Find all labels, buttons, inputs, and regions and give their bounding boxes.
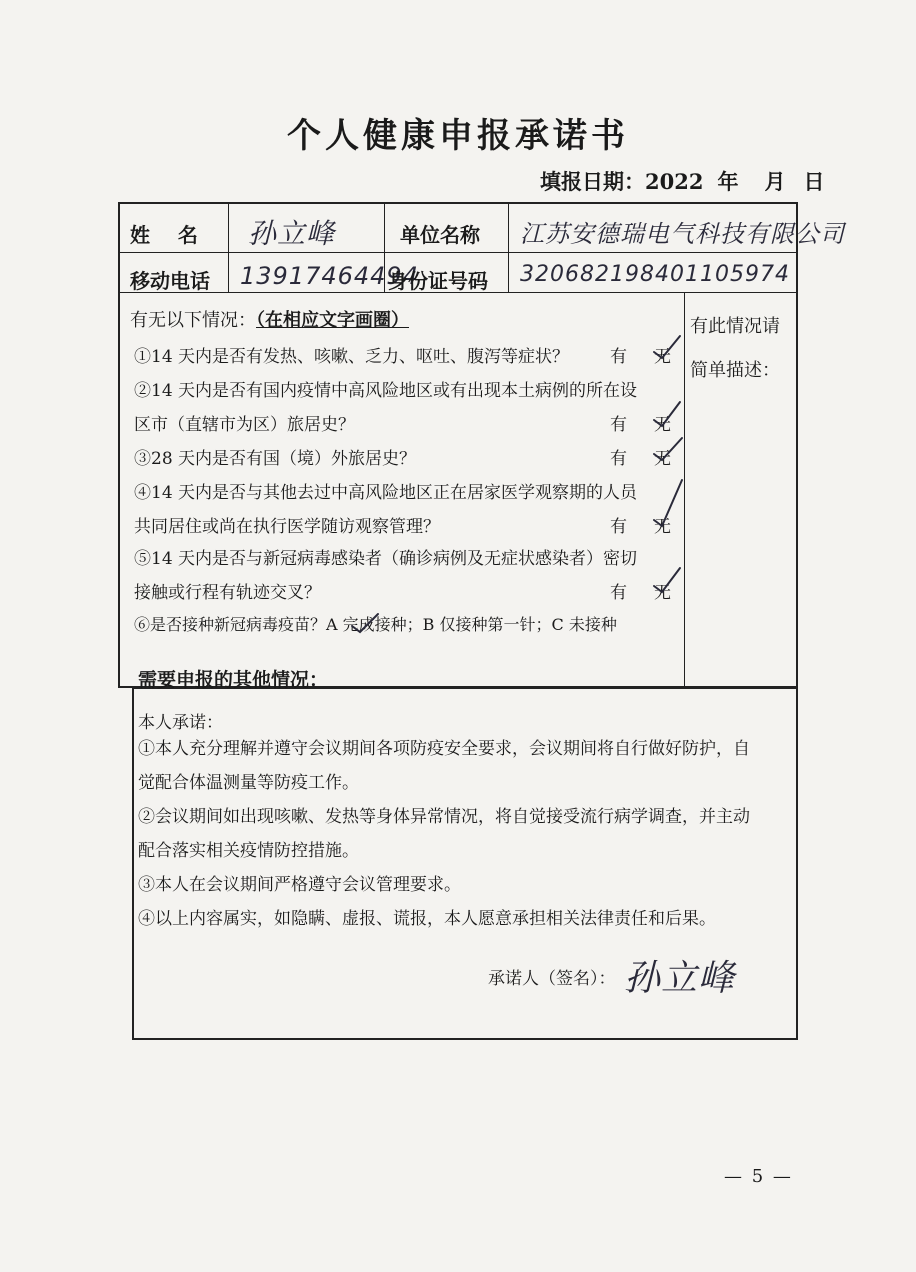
unit-value[interactable]: 江苏安德瑞电气科技有限公司	[520, 220, 845, 248]
page-title: 个人健康申报承诺书	[287, 116, 629, 156]
q1-yes[interactable]: 有	[610, 347, 627, 367]
q4-no[interactable]: 无	[654, 517, 671, 537]
q2-no[interactable]: 无	[654, 415, 671, 435]
check-marks-icon	[640, 330, 690, 630]
name-label: 姓 名	[130, 223, 198, 247]
q3-yes[interactable]: 有	[610, 449, 627, 469]
unit-label: 单位名称	[400, 223, 480, 247]
q3-no[interactable]: 无	[654, 449, 671, 469]
phone-value[interactable]: 13917464494	[240, 262, 419, 290]
q2-yes[interactable]: 有	[610, 415, 627, 435]
question-4-line2: 共同居住或尚在执行医学随访观察管理？	[134, 517, 440, 537]
side-label-1: 有此情况请	[690, 316, 780, 337]
pledge-2-line2: 配合落实相关疫情防控措施。	[138, 841, 359, 861]
question-3: ③28 天内是否有国（境）外旅居史？	[134, 449, 417, 469]
question-6: ⑥是否接种新冠病毒疫苗？A 完成接种；B 仅接种第一针；C 未接种	[134, 615, 617, 634]
pledge-2-line1: ②会议期间如出现咳嗽、发热等身体异常情况，将自觉接受流行病学调查，并主动	[138, 807, 750, 827]
pledge-heading: 本人承诺：	[138, 713, 223, 733]
question-5-line2: 接触或行程有轨迹交叉？	[134, 583, 321, 603]
situation-header	[130, 306, 409, 332]
date-month-unit: 月	[764, 169, 786, 194]
pledge-3: ③本人在会议期间严格遵守会议管理要求。	[138, 875, 461, 895]
q5-no[interactable]: 无	[654, 583, 671, 603]
question-5-line1: ⑤14 天内是否与新冠病毒感染者（确诊病例及无症状感染者）密切	[134, 549, 638, 569]
question-2-line2: 区市（直辖市为区）旅居史？	[134, 415, 355, 435]
pledge-1-line1: ①本人充分理解并遵守会议期间各项防疫安全要求，会议期间将自行做好防护，自	[138, 739, 750, 759]
date-label: 填报日期：2022	[540, 169, 704, 194]
name-value[interactable]: 孙立峰	[248, 217, 336, 250]
situation-hint: （在相应文字画圈）	[256, 310, 409, 331]
id-value[interactable]: 320682198401105974	[520, 262, 790, 287]
signer-label: 承诺人（签名）：	[488, 969, 616, 989]
fill-date	[540, 166, 824, 196]
pledge-1-line2: 觉配合体温测量等防疫工作。	[138, 773, 359, 793]
q1-no[interactable]: 无	[654, 347, 671, 367]
signature[interactable]: 孙立峰	[624, 958, 736, 999]
phone-label: 移动电话	[130, 269, 210, 293]
other-situation-label: 需要申报的其他情况：	[138, 669, 329, 691]
page-number: — 5 —	[724, 1166, 793, 1187]
question-1: ①14 天内是否有发热、咳嗽、乏力、呕吐、腹泻等症状？	[134, 347, 570, 367]
q4-yes[interactable]: 有	[610, 517, 627, 537]
option-a-check-icon	[350, 612, 380, 636]
pledge-4: ④以上内容属实，如隐瞒、虚报、谎报，本人愿意承担相关法律责任和后果。	[138, 909, 716, 929]
side-label-2: 简单描述：	[690, 360, 780, 381]
question-4-line1: ④14 天内是否与其他去过中高风险地区正在居家医学观察期的人员	[134, 483, 638, 503]
date-day-unit: 日	[803, 169, 825, 194]
q5-yes[interactable]: 有	[610, 583, 627, 603]
situation-header-text: 有无以下情况：	[130, 310, 256, 331]
id-label: 身份证号码	[388, 269, 488, 293]
question-2-line1: ②14 天内是否有国内疫情中高风险地区或有出现本土病例的所在设	[134, 381, 638, 401]
date-year-unit: 年	[717, 169, 739, 194]
